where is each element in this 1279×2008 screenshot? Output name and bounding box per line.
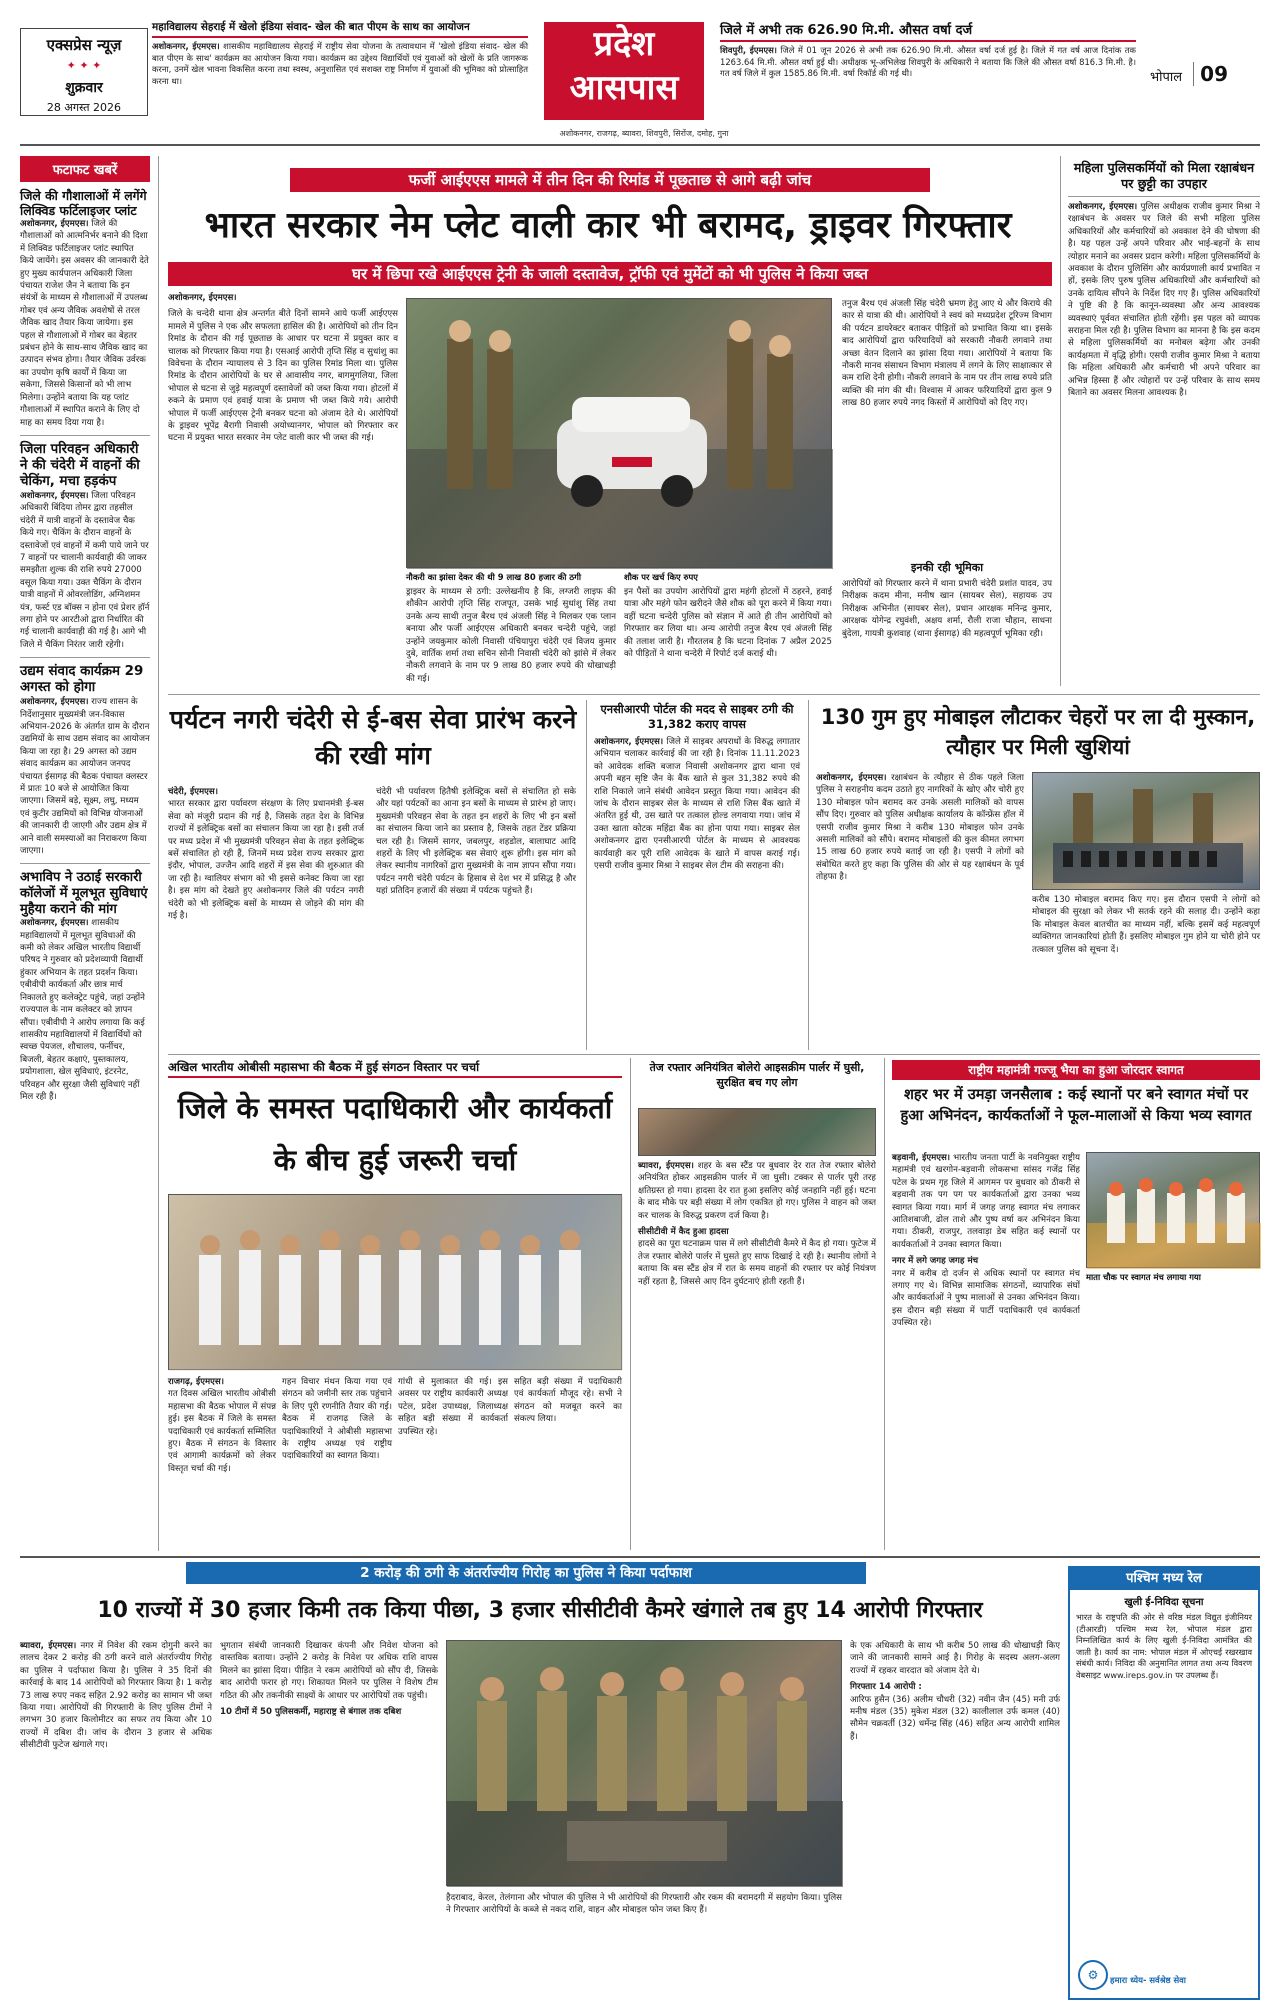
right-top-story: [1068, 160, 1260, 688]
edition-city: भोपाल: [1150, 70, 1183, 85]
brief-title: उद्यम संवाद कार्यक्रम 29 अगस्त को होगा: [20, 664, 144, 696]
scindia-photo: [1086, 1152, 1260, 1268]
lead-headline: भारत सरकार नेम प्लेट वाली कार भी बरामद, ड्राइवर गिरफ्तार: [204, 205, 1012, 246]
lead-photo: [406, 298, 832, 568]
brief-item: [20, 870, 150, 1103]
ad-title: पश्चिम मध्य रेल: [1070, 1568, 1258, 1590]
mobile-photo-caption: करीब 130 मोबाइल बरामद किए गए। इस दौरान एसपी ने लोगों को मोबाइल की सुरक्षा को लेकर भी सतर्क रहने की सलाह दी। उन्होंने कहा कि मोबाइल केवल बातचीत का माध्यम नहीं, बल्कि इसमें कई महत्वपूर्ण व्यक्तिगत जानकारियां होती हैं। इसलिए मोबाइल गुम होने या चोरी होने पर तत्काल पुलिस को सूचना दें।: [1032, 895, 1260, 955]
chanderi-col1-body: भारत सरकार द्वारा पर्यावरण संरक्षण के लिए प्रधानमंत्री ई-बस सेवा को मंजूरी प्रदान की गई है, जिसके तहत देश के विभिन्न राज्यों में इलेक्ट्रिक बसों का संचालन किया जा रहा है। इसी तर्ज पर मध्य प्रदेश में भी मुख्यमंत्री परिवहन सेवा के तहत इलेक्ट्रिक बसें संचालित हो रही हैं, जिनमें मध्य प्रदेश राज्य सरकार द्वारा इंदौर, भोपाल, उज्जैन आदि शहरों में इस सेवा की शुरुआत की जा रही है। ग्वालियर संभाग को भी इससे कनेक्ट किया जा रहा है। इस मांग को देखते हुए अशोकनगर जिले की पर्यटन नगरी चंदेरी को भी इलेक्ट्रिक बसों के माध्यम से जोड़ने की मांग की गई है।: [168, 799, 364, 922]
mobile-body: रक्षाबंधन के त्यौहार से ठीक पहले जिला पुलिस ने सराहनीय कदम उठाते हुए नागरिकों के खोए और चोरी हुए 130 मोबाइल फोन बरामद कर उनके असली मालिकों को वापस सौंप दिए। गुरुवार को पुलिस अधीक्षक कार्यालय के कॉन्फ्रेंस हॉल में एसपी राजीव कुमार मिश्रा ने करीब 130 मोबाइल फोन उनके असली मालिकों को सौंपे। बरामद मोबाइलों की कुल कीमत लगभग 15 लाख 60 हजार रुपये बताई जा रही है। एसपी ने लोगों को संबोधित करते हुए कहा कि पुलिस की ओर से यह रक्षाबंधन के पूर्व तोहफा है।: [816, 773, 1025, 883]
brief-right-dateline: शिवपुरी, ईएमएस।: [720, 45, 777, 55]
bottom-photo-figure: [447, 1641, 843, 1887]
truck-body2: हादसे का पूरा घटनाक्रम पास में लगे सीसीटीवी कैमरे में कैद हो गया। फुटेज में तेज रफ्तार बोलेरो पार्लर में घुसते हुए साफ दिखाई दे रही है। स्थानीय लोगों ने बताया कि बस स्टैंड क्षेत्र में रात के समय वाहनों की रफ्तार पर कोई नियंत्रण नहीं रहता है, जिससे आए दिन दुर्घटनाएं होती रहती हैं।: [638, 1239, 876, 1287]
lead-col1-body: जिले के चन्देरी थाना क्षेत्र अन्तर्गत बीते दिनों सामने आये फर्जी आईएएस मामले में पुलिस ने एक और सफलता हासिल की है। आरोपियों को तीन दिन रिमांड के दौरान की गई पूछताछ के आधार पर घटना में प्रयुक्त कार व चालक को गिरफ्तार किया गया है। एसआई आरोपी तृप्ति सिंह व सुधांशु का विवेचना के दौरान न्यायालय से 3 दिन का पुलिस रिमांड मिला था। पुलिस रिमांड के दौरान आरोपियों के घर से आवासीय नगर, बागमुगलिया, जिला भोपाल से घटना से जुड़े महत्वपूर्ण दस्तावेजों को जब्त किया गया। होटलों में रुकने के प्रमाण एवं हवाई यात्रा के प्रमाण भी जब्त किये गये। आरोपी भोपाल में फर्जी आईएएस ट्रेनी बनकर घटना को अंजाम देते थे। आरोपियों के ड्राइवर भूपेंद्र बैरागी निवासी अयोध्यानगर, भोपाल को गिरफ्तार कर घटना में प्रयुक्त भारत सरकार नेम प्लेट वाली कार भी जब्त की गई।: [168, 309, 398, 444]
page-index: [1150, 62, 1268, 92]
obc-headline: जिले के समस्त पदाधिकारी और कार्यकर्ता के बीच हुई जरूरी चर्चा: [177, 1091, 613, 1177]
cyber-body-wrap: [594, 736, 800, 1048]
right-top-dateline: अशोकनगर, ईएमएस।: [1068, 202, 1138, 212]
arrest-label: गिरफ्तार 14 आरोपी :: [850, 1682, 922, 1693]
lead-kicker: फर्जी आईएएस मामले में तीन दिन की रिमांड में पूछताछ से आगे बढ़ी जांच: [290, 168, 930, 192]
cyber-headline: एनसीआरपी पोर्टल की मदद से साइबर ठगी की 31,382 कराए वापस: [600, 702, 794, 731]
obc-photo: [168, 1194, 622, 1370]
chanderi-col2: चंदेरी भी पर्यावरण हितैषी इलेक्ट्रिक बसों से संचालित हो सके और यहां पर्यटकों का आना इन बसों के माध्यम से प्रारंभ हो जाए। मुख्यमंत्री परिवहन सेवा के तहत इन शहरों के लिए भी इन बसों का संचालन किया जाने का प्रस्ताव है, जिसके तहत टेंडर प्रक्रिया चल रही है। जिसमें सागर, जबलपुर, शहडोल, बालाघाट आदि शहरों के लिए भी इलेक्ट्रिक बस सेवाएं शुरू होंगी। इस मांग को लेकर स्थानीय नागरिकों द्वारा मुख्यमंत्री के नाम ज्ञापन सौंपा गया। पर्यटन नगरी चंदेरी पर्यटन के हिसाब से देश भर में प्रसिद्ध है और यहां प्रतिदिन हजारों की संख्या में पर्यटक पहुंचते हैं।: [376, 787, 576, 897]
brief-dateline: अशोकनगर, ईएमएस।: [20, 490, 89, 501]
mobile-photo-figure: [1033, 773, 1261, 891]
brand-name: एक्सप्रेस न्यूज़: [46, 36, 122, 54]
masthead: [0, 0, 1279, 138]
lead-photo-figure: [407, 299, 833, 569]
lead-col1: [168, 292, 398, 687]
role-body: आरोपियों को गिरफ्तार करने में थाना प्रभारी चंदेरी प्रशांत यादव, उप निरीक्षक कदम मीना, मनीष खान (सायबर सेल), सहायक उप निरीक्षक अभिनीत (सायबर सेल), प्रधान आरक्षक मनिन्द्र कुमार, आरक्षक योगेन्द्र रघुवंशी, अक्षय शर्मा, रौली राजा चौहान, साधना बुंदेला, गायत्री कुशवाह (थाना ईसागढ़) की महत्वपूर्ण भूमिका रही।: [842, 579, 1052, 639]
brief-body: शासकीय महाविद्यालयों में मूलभूत सुविधाओं की कमी को लेकर अखिल भारतीय विद्यार्थी परिषद ने गुरुवार को प्रदेशव्यापी विद्यार्थी हुंकार अभियान के तहत प्रदर्शन किया। एबीवीपी कार्यकर्ता और छात्र मार्च निकालते हुए कलेक्ट्रेट पहुंचे, जहां उन्होंने राज्यपाल के नाम कलेक्टर को ज्ञापन सौंपा। एबीवीपी ने आरोप लगाया कि कई शासकीय महाविद्यालयों में विद्यार्थियों को स्वच्छ पेयजल, शौचालय, फर्नीचर, बिजली, बेहतर कक्षाएं, पुस्तकालय, प्रयोगशाला, खेल सुविधाएं, इंटरनेट, परिवहन और सुरक्षा जैसी सुविधाएं नहीं मिल रही हैं।: [20, 918, 145, 1102]
bottom-col1: [20, 1640, 212, 2002]
issue-date: 28 अगस्त 2026: [46, 101, 122, 114]
mobile-headline: 130 गुम हुए मोबाइल लौटाकर चेहरों पर ला दी मुस्कान, त्यौहार पर मिली खुशियां: [820, 705, 1256, 759]
brief-item: [20, 664, 150, 857]
scindia-kicker: राष्ट्रीय महामंत्री गज्जू भैया का हुआ जोरदार स्वागत: [892, 1060, 1260, 1080]
issue-day: शुक्रवार: [65, 80, 103, 96]
lead-col4: तनुज बैरथ एवं अंजली सिंह चंदेरी भ्रमण हेतु आए थे और किराये की कार से यात्रा की थी। आरोपियों ने स्वयं को मध्यप्रदेश टूरिज्म विभाग की पर्यटन डायरेक्टर बताकर पीड़ितों को प्रभावित किया था। इसके बाद आरोपियों द्वारा फरियादियों को सरकारी नौकरी लगवाने तथा अच्छा वेतन दिलाने का झांसा दिया गया। आरोपियों ने बताया कि नौकरी मानव संसाधन विभाग मंत्रालय में लगने के लिए साक्षात्कार से कम राशि देनी होगी। नौकरी लगवाने के नाम पर तीन लाख रुपये प्रति व्यक्ति की मांग की थी। विश्वास में आकर फरियादियों द्वारा कुल 9 लाख 80 हजार रुपये नगद किस्तों में आरोपियों को दिए गए।: [842, 299, 1052, 409]
ornament-icon: ✦ ✦ ✦: [66, 59, 102, 72]
brief-dateline: अशोकनगर, ईएमएस।: [20, 918, 89, 929]
obc-col1: [168, 1376, 276, 1548]
obc-kicker: अखिल भारतीय ओबीसी महासभा की बैठक में हुई संगठन विस्तार पर चर्चा: [168, 1060, 622, 1078]
bottom-col1-body: नगर में निवेश की रकम दोगुनी करने का लालच देकर 2 करोड़ की ठगी करने वाले अंतर्राज्यीय गिरोह का पुलिस ने पर्दाफाश किया है। पुलिस ने 35 दिनों की कार्रवाई के बाद 14 आरोपियों को गिरफ्तार किया है। 1 करोड़ 73 लाख रुपए नकद सहित 2.92 करोड़ का सामान भी जब्त किया गया। आरोपियों की गिरफ्तारी के लिए पुलिस टीमों ने लगभग 30 हजार किलोमीटर का सफर तय किया और 10 राज्यों में दबिश दी। जांच के दौरान 3 हजार से अधिक सीसीटीवी फुटेज खंगाले गए।: [20, 1641, 212, 1751]
mobile-body-wrap: [816, 772, 1024, 1048]
railway-ad: [1068, 1566, 1260, 2000]
scindia-photo-caption: माता चौक पर स्वागत मंच लगाया गया: [1086, 1272, 1201, 1282]
brief-left-dateline: अशोकनगर, ईएमएस।: [152, 41, 220, 51]
brief-title: जिले की गौशालाओं में लगेंगे लिक्विड फर्टिलाइजर प्लांट: [20, 188, 147, 218]
brand-box: [20, 28, 148, 116]
chanderi-headline: पर्यटन नगरी चंदेरी से ई-बस सेवा प्रारंभ करने की रखी मांग: [169, 705, 577, 770]
truck-body: शहर के बस स्टैंड पर बुधवार देर रात तेज रफ्तार बोलेरो अनियंत्रित होकर आइसक्रीम पार्लर में जा घुसी। टक्कर से पार्लर पूरी तरह क्षतिग्रस्त हो गया। हादसा देर रात हुआ इसलिए कोई जनहानि नहीं हुई। घटना के बाद मौके पर बड़ी संख्या में लोग एकत्रित हो गए। पुलिस ने वाहन को जब्त कर चालक के विरुद्ध प्रकरण दर्ज किया है।: [638, 1161, 877, 1221]
truck-sub: सीसीटीवी में कैद हुआ हादसा: [638, 1227, 729, 1238]
scindia-photo-figure: [1087, 1153, 1261, 1269]
right-top-body: पुलिस अधीक्षक राजीव कुमार मिश्रा ने रक्षाबंधन के अवसर पर जिले की सभी महिला पुलिस अधिकारियों और कर्मचारियों को अवकाश देने की घोषणा की है। यह पहल उन्हें अपने परिवार और भाई-बहनों के साथ त्योहार मनाने का अवसर प्रदान करेगी। महिला पुलिसकर्मियों के अवकाश के दौरान पुलिसिंग और कार्यप्रणाली कार्य प्रभावित न हों, इसके लिए पुरुष पुलिस अधिकारियों और कर्मचारियों को उनके दायित्व सौंपने के निर्देश दिए गए हैं। पुलिस अधिकारियों ने पुष्टि की है कि कानून-व्यवस्था और अन्य आवश्यक व्यवस्थाएं पूर्ववत संचालित होती रहेंगी। इस पहल को व्यापक सराहना मिल रही है। पुलिस विभाग का मानना है कि इस कदम से महिला पुलिसकर्मियों का मनोबल बढ़ेगा और उनकी कार्यक्षमता में वृद्धि होगी। एसपी राजीव कुमार मिश्रा ने बताया कि महिला अधिकारी और कर्मचारी भी अपने परिवार का अभिन्न हिस्सा हैं और त्योहारों पर उन्हें परिवार के साथ समय बिताने का अवसर मिलना आवश्यक है।: [1068, 202, 1261, 399]
mobile-dateline: अशोकनगर, ईएमएस।: [816, 773, 887, 783]
lead-dateline: अशोकनगर, ईएमएस।: [168, 293, 237, 303]
brief-right-body: जिले में 01 जून 2026 से अभी तक 626.90 मि.मी. औसत वर्षा दर्ज हुई है। जिले में गत वर्ष आज दिनांक तक 1263.64 मि.मी. औसत वर्षा हुई थी। अधीक्षक भू-अभिलेख शिवपुरी के अधिकारी ने बताया कि जिले की औसत वर्षा 816.3 मि.मी. है। गत वर्ष जिले में कुल 1585.86 मि.मी. वर्षा रिकॉर्ड की गई थी।: [720, 45, 1136, 79]
obc-col2: गहन विचार मंथन किया गया एवं संगठन को जमीनी स्तर तक पहुंचाने के लिए पूरी रणनीति तैयार की गई। बैठक में राजगढ़ जिले के पदाधिकारियों ने ओबीसी महासभा के राष्ट्रीय अध्यक्ष एवं राष्ट्रीय पदाधिकारियों का स्वागत किया।: [282, 1377, 392, 1462]
right-top-headline: महिला पुलिसकर्मियों को मिला रक्षाबंधन पर छुट्टी का उपहार: [1068, 160, 1260, 197]
lead-col2-below: ड्राइवर के माध्यम से ठगी: उल्लेखनीय है कि, लग्जरी लाइफ की शौकीन आरोपी तृप्ति सिंह राजपूत, उसके भाई सुधांशु सिंह तथा उनके अन्य साथी तनुज बैरथ एवं अंजली सिंह ने मिलकर एक प्लान बनाया और फर्जी आईएएस अधिकारी बनकर चन्देरी पहुंचे, जहां उन्होंने जयकुमार कोली निवासी पंचियापुरा चंदेरी एवं विजय कुमार दुबे, वार्तिक शर्मा तथा सचिन सोनी निवासी चंदेरी को झांसे में लेकर नौकरी लगवाने के नाम पर 9 लाख 80 हजार रुपये की धोखाधड़ी की गई।: [406, 587, 616, 684]
obc-col3: गांधी से मुलाकात की गई। इस अवसर पर राष्ट्रीय कार्यकारी अध्यक्ष पटेल, प्रदेश उपाध्यक्ष, जिलाध्यक्ष सहित बड़ी संख्या में कार्यकर्ता उपस्थित रहे।: [398, 1377, 508, 1437]
brief-dateline: अशोकनगर, ईएमएस।: [20, 697, 89, 708]
chanderi-col1: [168, 786, 364, 1048]
brief-item: [20, 188, 150, 429]
ad-footer: हमारा ध्येय- सर्वश्रेष्ठ सेवा: [1110, 1975, 1186, 1985]
obc-dateline: राजगढ़, ईएमएस।: [168, 1377, 224, 1387]
bottom-col2-body: भुगतान संबंधी जानकारी दिखाकर कंपनी और निवेश योजना को वास्तविक बताया। उन्होंने 2 करोड़ के निवेश पर अधिक राशि वापस मिलने का झांसा दिया। पीड़ित ने रकम आरोपियों को सौंप दी, जिसके बाद आरोपी फरार हो गए। शिकायत मिलने पर पुलिस ने विशेष टीम गठित की और तकनीकी साक्ष्यों के आधार पर आरोपियों तक पहुंची।: [220, 1641, 438, 1701]
chanderi-dateline: चंदेरी, ईएमएस।: [168, 787, 218, 797]
cyber-body: जिले में साइबर अपराधों के विरुद्ध लगातार अभियान चलाकर कार्रवाई की जा रही है। दिनांक 11.11.2023 को आवेदक शक्ति बजाज निवासी अशोकनगर द्वारा थाना एवं अपनी बहन सृष्टि जैन के बैंक खाते से कुल 31,382 रुपये की राशि निकाले जाने संबंधी आवेदन प्रस्तुत किया गया। आवेदन की जांच के दौरान साइबर सेल के माध्यम से राशि जिस बैंक खाते में अंतरित हुई थी, उस खाते पर तत्काल होल्ड लगवाया गया। जांच में उक्त खाता कोटक महिंद्रा बैंक का होना पाया गया। साइबर सेल अशोकनगर द्वारा एनसीआरपी पोर्टल के माध्यम से आवश्यक कार्यवाही कर पूरी राशि आवेदक के खाते में वापस कराई गई। एसपी राजीव कुमार मिश्रा ने साइबर सेल टीम की सराहना की।: [594, 737, 800, 872]
page-number: 09: [1193, 62, 1228, 86]
ad-subtitle: खुली ई-निविदा सूचना: [1124, 1597, 1204, 1608]
bottom-dateline: ब्यावरा, ईएमएस।: [20, 1641, 77, 1651]
truck-kicker: तेज रफ्तार अनियंत्रित बोलेरो आइसक्रीम पार्लर में घुसी, सुरक्षित बच गए लोग: [649, 1061, 865, 1089]
railway-logo-icon: ⚙: [1078, 1960, 1108, 1990]
obc-col1-body: गत दिवस अखिल भारतीय ओबीसी महासभा की बैठक भोपाल में संपन्न हुई। इस बैठक में जिले के समस्त पदाधिकारी एवं कार्यकर्ता सम्मिलित हुए। बैठक में संगठन के विस्तार एवं आगामी कार्यक्रमों को लेकर विस्तृत चर्चा की गई।: [168, 1389, 276, 1474]
bottom-col2-sub: 10 टीमों में 50 पुलिसकर्मी, महाराष्ट्र से बंगाल तक दबिश: [220, 1707, 402, 1718]
bottom-kicker: 2 करोड़ की ठगी के अंतर्राज्यीय गिरोह का पुलिस ने किया पर्दाफाश: [186, 1562, 866, 1584]
brief-left-title: महाविद्यालय सेहराई में खेलो इंडिया संवाद- खेल की बात पीएम के साथ का आयोजन: [152, 20, 528, 38]
scindia-headline: शहर भर में उमड़ा जनसैलाब : कई स्थानों पर बने स्वागत मंचों पर हुआ अभिनंदन, कार्यकर्ताओं ने फूल-मालाओं से किया भव्य स्वागत: [900, 1086, 1252, 1124]
brief-body: जिला परिवहन अधिकारी बिंदिया तोमर द्वारा तहसील चंदेरी में यात्री वाहनों के दस्तावेज चैक किये गए। चैकिंग के दौरान वाहनों के दस्तावेजों एवं वाहनों में कमी पाये जाने पर 7 वाहनों पर चालानी कार्यवाही की जाकर समझौता शुल्क की राशि रुपये 27000 वसूल किया गया। उक्त चैकिंग के दौरान यात्री वाहनों में ओवरलोडिंग, अग्निशमन यंत्र, फर्स्ट एड बॉक्स न होना एवं प्रेशर हॉर्न लगा होने पर आरटीओ द्वारा निर्धारित की गई चालानी कार्यवाही की गई है। आगे भी जिले में चैकिंग निरंतर जारी रहेगी।: [20, 490, 150, 650]
scindia-body2: नगर में करीब दो दर्जन से अधिक स्थानों पर स्वागत मंच लगाए गए थे। विभिन्न सामाजिक संगठनों, व्यापारिक संघों और कार्यकर्ताओं ने पुष्प मालाओं से उनका अभिनंदन किया। इस दौरान बड़ी संख्या में पार्टी पदाधिकारी एवं कार्यकर्ता उपस्थित रहे।: [892, 1268, 1080, 1329]
brief-item: [20, 442, 150, 651]
truck-dateline: ब्यावरा, ईएमएस।: [638, 1161, 694, 1171]
brief-dateline: अशोकनगर, ईएमएस।: [20, 219, 89, 229]
lead-subhead: घर में छिपा रखे आईएएस ट्रेनी के जाली दस्तावेज, ट्रॉफी एवं मुमेंटों को भी पुलिस ने किया जब्त: [168, 262, 1052, 286]
scindia-body: भारतीय जनता पार्टी के नवनियुक्त राष्ट्रीय महामंत्री एवं खरगोन-बड़वानी लोकसभा सांसद गजेंद्र सिंह पटेल के प्रथम गृह जिले में आगमन पर बुधवार को ठीकरी से बड़वानी तक पग पग पर कार्यकर्ताओं द्वारा उनका भव्य स्वागत किया गया। मार्ग में जगह जगह स्वागत मंच लगाकर आतिशबाजी, ढोल ताशे और पुष्प वर्षा कर अभिनंदन किया गया। ठीकरी, राजपुर, तलवाड़ा डेब सहित कई स्थानों पर कार्यकर्ताओं ने उनका स्वागत किया।: [892, 1153, 1080, 1250]
section-title-top: प्रदेश: [593, 24, 655, 64]
bottom-col4: [850, 1640, 1060, 2002]
cyber-dateline: अशोकनगर, ईएमएस।: [594, 737, 664, 747]
lead-col3-below: इन पैसों का उपयोग आरोपियों द्वारा महंगी होटलों में ठहरने, हवाई यात्रा और महंगे फोन खरीदने जैसे शौक को पूरा करने में किया गया। वहीं घटना चन्देरी पुलिस को संज्ञान में आते ही तीन आरोपियों को गिरफ्तार कर लिया था। अन्य आरोपी तनुज बैरथ एवं अंजली सिंह की तलाश जारी है। गौरतलब है कि घटना दिनांक 7 अप्रैल 2025 को पीड़ितों ने थाना चन्देरी में रिपोर्ट दर्ज कराई थी।: [624, 587, 832, 660]
lead-photo-caption: नौकरी का झांसा देकर की थी 9 लाख 80 हजार की ठगी: [406, 572, 582, 582]
section-label: फटाफट खबरें: [20, 156, 150, 182]
brief-title: अभाविप ने उठाई सरकारी कॉलेजों में मूलभूत सुविधाएं मुहैया कराने की मांग: [20, 870, 148, 917]
brief-title: जिला परिवहन अधिकारी ने की चंदेरी में वाहनों की चेकिंग, मचा हड़कंप: [20, 441, 140, 489]
bottom-col4-body: के एक अधिकारी के साथ भी करीब 50 लाख की धोखाधड़ी किए जाने की जानकारी सामने आई है। गिरोह के सदस्य अलग-अलग राज्यों में रहकर वारदात को अंजाम देते थे।: [850, 1641, 1060, 1676]
scindia-dateline: बड़वानी, ईएमएस।: [892, 1153, 951, 1163]
bottom-headline: 10 राज्यों में 30 हजार किमी तक किया पीछा, 3 हजार सीसीटीवी कैमरे खंगाले तब हुए 14 आरोपी गिरफ्तार: [97, 1598, 983, 1623]
bottom-col2: [220, 1640, 438, 2002]
district-strip: अशोकनगर, राजगढ़, ब्यावरा, शिवपुरी, सिरोंज, दमोह, गुना: [559, 129, 729, 138]
brief-body: जिले की गौशालाओं को आत्मनिर्भर बनाने की दिशा में लिक्विड फर्टिलाइजर प्लांट स्थापित किये जायेंगे। इस अवसर की जानकारी देते हुए मुख्य कार्यपालन अधिकारी जिला पंचायत राजेश जैन ने बताया कि इन संयंत्रों के माध्यम से गौशालाओं में उपलब्ध गोबर एवं अन्य जैविक अवशेषों से तरल जैविक खाद तैयार किया जायेगा। इस पहल से गौशालाओं में गोबर का बेहतर प्रबंधन होने के साथ-साथ जैविक खाद का उत्पादन संभव होगा। तैयार जैविक उर्वरक का उपयोग कृषि कार्यों में किया जा सकेगा, जिससे किसानों को भी लाभ मिलेगा। उन्होंने बताया कि यह प्लांट गौशालाओं में स्थापित कराने के लिए दो माह का समय दिया गया है।: [20, 219, 149, 428]
arrest-body: आरिफ हुसैन (36) अलीम चौधरी (32) नवीन जैन (45) मनी उर्फ मनीष मंडल (35) मुकेश मंडल (32) कालीलाल उर्फ कमल (40) सौमेन चक्रवर्ती (32) धर्मेन्द्र सिंह (46) सहित अन्य आरोपी शामिल हैं।: [850, 1694, 1060, 1742]
scindia-sub: नगर में लगे जगह जगह मंच: [892, 1256, 979, 1267]
obc-col4: सहित बड़ी संख्या में पदाधिकारी एवं कार्यकर्ता मौजूद रहे। सभी ने संगठन को मजबूत करने का संकल्प लिया।: [514, 1377, 622, 1425]
role-heading: इनकी रही भूमिका: [910, 561, 984, 574]
left-column: [20, 156, 150, 1551]
bottom-photo: [446, 1640, 842, 1886]
obc-photo-figure: [169, 1195, 623, 1371]
section-title-bottom: आसपास: [569, 68, 679, 108]
section-banner: [544, 22, 704, 120]
brief-right-title: जिले में अभी तक 626.90 मि.मी. औसत वर्षा दर्ज: [720, 20, 1136, 42]
truck-photo: [638, 1108, 876, 1156]
bottom-col3: हैदराबाद, केरल, तेलंगाना और भोपाल की पुलिस ने भी आरोपियों की गिरफ्तारी और रकम की बरामदगी में सहयोग किया। पुलिस ने गिरफ्तार आरोपियों के कब्जे से नकद राशि, वाहन और मोबाइल फोन जब्त किए हैं।: [446, 1893, 842, 1916]
ad-body: भारत के राष्ट्रपति की ओर से वरिष्ठ मंडल विद्युत इंजीनियर (टीआरडी) पश्चिम मध्य रेल, भोपाल मंडल द्वारा निम्नलिखित कार्य के लिए खुली ई-निविदा आमंत्रित की जाती है। कार्य का नाम: भोपाल मंडल में ओएचई रखरखाव संबंधी कार्य। निविदा की अनुमानित लागत तथा अन्य विवरण वेबसाइट www.ireps.gov.in पर उपलब्ध हैं।: [1076, 1612, 1252, 1680]
lead-photo-caption2: शौक पर खर्च किए रुपए: [624, 572, 698, 582]
brief-right: [720, 20, 1136, 120]
brief-left-body: शासकीय महाविद्यालय सेहराई में राष्ट्रीय सेवा योजना के तत्वावधान में 'खेलो इंडिया संवाद- खेल की बात पीएम के साथ' कार्यक्रम का आयोजन किया गया। कार्यक्रम का उद्देश्य विद्यार्थियों एवं युवाओं को खेलों के प्रति जागरूक करना, उनमें खेल भावना विकसित करना तथा स्वस्थ, अनुशासित एवं सशक्त राष्ट्र निर्माण में युवाओं की भूमिका को प्रोत्साहित करना था।: [152, 41, 528, 86]
brief-left: [152, 20, 528, 120]
mobile-photo: [1032, 772, 1260, 890]
truck-body-wrap: [638, 1160, 876, 1548]
scindia-body-wrap: [892, 1152, 1080, 1548]
brief-body: राज्य शासन के निर्देशानुसार मुख्यमंत्री जन-विकास अभियान-2026 के अंतर्गत ग्राम के दौरान उद्यमियों के साथ उद्यम संवाद का आयोजन किया जा रहा है। 29 अगस्त को उद्यम संवाद कार्यक्रम का आयोजन जनपद पंचायत ईसागढ़ की बैठक पंचायत क्लस्टर में प्रातः 10 बजे से आयोजित किया जाएगा। जिसमें बड़े, सूक्ष्म, लघु, मध्यम एवं कुटीर उद्यमियों को विभिन्न योजनाओं की जानकारी दी जाएगी और उद्यम क्षेत्र में आने वाली समस्याओं का निराकरण किया जाएगा।: [20, 697, 150, 857]
